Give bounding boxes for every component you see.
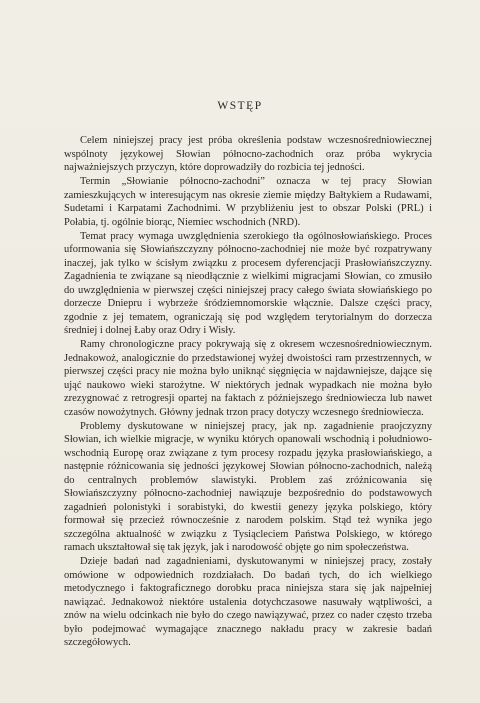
paragraph: Temat pracy wymaga uwzględnienia szerokiego tła ogólnosłowiańskiego. Proces uformowania się Słowiańszczyzny północno-zachodniej nie może być rozpatrywany inaczej, jak tylko w ścisłym związku z procesem dyferencjacji Prasłowiańszczyzny. Zagadnienia te związane są nieodłącznie z wielkimi migracjami Słowian, co zmusiło do uwzględnienia w pierwszej części niniejszej pracy całego świata słowiańskiego po dorzecze Dniepru i wybrzeże śródziemnomorskie włącznie. Dalsze części pracy, zgodnie z jej tematem, ograniczają się pod względem terytorialnym do dorzecza średniej i dolnej Łaby oraz Odry i Wisły. <box>64 230 432 336</box>
paragraph: Dzieje badań nad zagadnieniami, dyskutowanymi w niniejszej pracy, zostały omówione w odpowiednich rozdziałach. Do badań tych, do ich wielkiego metodycznego i faktograficznego dorobku praca niniejsza stara się jak najpełniej nawiązać. Jednakowoż niektóre ustalenia dotychczasowe nasuwały wątpliwości, a znów na wielu odcinkach nie było do czego nawiązywać, przez co nader często trzeba było podejmować wymagające znacznego nakładu pracy w zakresie badań szczegółowych. <box>64 556 432 648</box>
body-text <box>64 134 432 650</box>
paragraph: Problemy dyskutowane w niniejszej pracy, jak np. zagadnienie praojczyzny Słowian, ich wielkie migracje, w wyniku których opanowali wschodnią i południowo-wschodnią Europę oraz związane z tym procesy rozpadu języka prasłowiańskiego, a następnie różnicowania się jedności językowej Słowian północno-zachodnich, należą do centralnych problemów slawistyki. Problem zaś zróżnicowania się Słowiańszczyzny północno-zachodniej nawiązuje bezpośrednio do podstawowych zagadnień polonistyki i sorabistyki, do kwestii genezy języka polskiego, który formował się przecież równocześnie z narodem polskim. Stąd też wynika jego szczególna aktualność w związku z Tysiącleciem Państwa Polskiego, w którego ramach ukształtował się tak język, jak i narodowość objęte go nim społeczeństwa. <box>64 420 432 553</box>
paragraph: Ramy chronologiczne pracy pokrywają się z okresem wczesnośredniowiecznym. Jednakowoż, analogicznie do przedstawionej wyżej dwoistości ram przestrzennych, w pierwszej części pracy nie można było uniknąć sięgnięcia w najdawniejsze, dające się ująć naukowo wieki starożytne. W niektórych jednak wypadkach nie można było zrezygnować z retrogresji opartej na faktach z późniejszego średniowiecza lub nawet czasów nowożytnych. Główny jednak trzon pracy dotyczy wczesnego średniowiecza. <box>64 339 432 418</box>
paragraph: Celem niniejszej pracy jest próba określenia podstaw wczesnośredniowiecznej wspólnoty językowej Słowian północno-zachodnich oraz próba wykrycia najważniejszych przyczyn, które doprowadziły do rozbicia tej jedności. <box>64 135 432 173</box>
page-title: WSTĘP <box>217 100 263 112</box>
paragraph: Termin „Słowianie północno-zachodni” oznacza w tej pracy Słowian zamieszkujących w interesującym nas okresie ziemie między Bałtykiem a Rudawami, Sudetami i Karpatami Zachodnimi. W przybliżeniu jest to obszar Polski (PRL) i Połabia, tj. ogólnie biorąc, Niemiec wschodnich (NRD). <box>64 176 432 228</box>
